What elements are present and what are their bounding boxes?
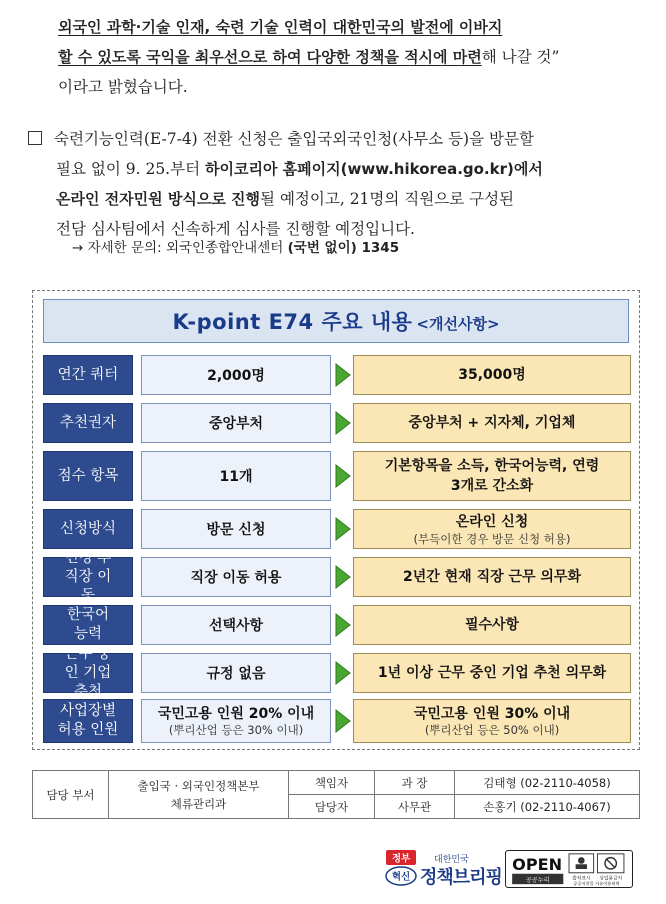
after-value: 35,000명 <box>353 355 631 395</box>
comparison-row <box>43 355 631 395</box>
after-value: 필수사항 <box>353 605 631 645</box>
app-line-2a: 필요 없이 9. 25.부터 <box>56 160 205 178</box>
comparison-row <box>43 549 631 604</box>
after-value: 중앙부처 + 지자체, 기업체 <box>353 403 631 443</box>
department-table <box>32 770 640 819</box>
before-value: 국민고용 인원 20% 이내 (뿌리산업 등은 30% 이내) <box>141 699 331 743</box>
arrow-right-icon <box>335 661 351 685</box>
svg-text:OPEN: OPEN <box>512 854 563 874</box>
svg-text:혁신: 혁신 <box>391 871 411 883</box>
quote-line-1: 외국인 과학·기술 인재, 숙련 기술 인력이 대한민국의 발전에 이바지 <box>58 18 503 36</box>
quote-paragraph <box>58 12 648 102</box>
title-cell: 과 장 <box>375 771 455 795</box>
quote-line-3: 이라고 밝혔습니다. <box>58 78 188 96</box>
after-value: 기본항목을 소득, 한국어능력, 연령 3개로 간소화 <box>353 451 631 501</box>
checkbox-bullet-icon <box>28 131 42 145</box>
title-cell: 사무관 <box>375 795 455 819</box>
arrow-right-icon <box>335 709 351 733</box>
after-value: 온라인 신청 (부득이한 경우 방문 신청 허용) <box>353 509 631 549</box>
arrow-right-icon <box>335 411 351 435</box>
before-value: 방문 신청 <box>141 509 331 549</box>
row-label: 사업장별 허용 인원 <box>43 699 133 743</box>
government-innovation-logo <box>384 849 418 887</box>
app-line-3r: 될 예정이고, 21명의 직원으로 구성된 <box>260 190 515 208</box>
arrow-right-icon <box>335 517 351 541</box>
panel-title-main: K-point E74 주요 내용 <box>172 310 413 334</box>
app-line-3b: 온라인 전자민원 방식으로 진행 <box>56 190 261 208</box>
arrow-right-icon <box>335 613 351 637</box>
before-value: 선택사항 <box>141 605 331 645</box>
comparison-row <box>43 605 631 645</box>
before-value: 2,000명 <box>141 355 331 395</box>
role-cell: 책임자 <box>289 771 375 795</box>
arrow-right-icon <box>335 565 351 589</box>
arrow-right-icon <box>335 464 351 488</box>
arrow-right-icon <box>335 363 351 387</box>
application-paragraph <box>28 124 644 244</box>
contact-cell: 손홍기 (02-2110-4067) <box>455 795 640 819</box>
contact-info <box>72 236 399 256</box>
after-note: (뿌리산업 등은 50% 이내) <box>424 722 560 737</box>
svg-text:공공누리: 공공누리 <box>525 876 550 884</box>
open-license-logo <box>505 850 633 888</box>
before-value: 직장 이동 허용 <box>141 557 331 597</box>
row-label: 추천권자 <box>43 403 133 443</box>
comparison-row <box>43 451 631 501</box>
comparison-row <box>43 645 631 700</box>
comparison-row <box>43 403 631 443</box>
contact-number: (국번 없이) 1345 <box>287 240 400 256</box>
app-line-2b: 하이코리아 홈페이지(www.hikorea.go.kr)에서 <box>205 160 543 178</box>
row-label: 근무 중인 기업 추천 <box>43 653 133 693</box>
comparison-row <box>43 509 631 549</box>
comparison-row <box>43 699 631 743</box>
role-cell: 담당자 <box>289 795 375 819</box>
contact-cell: 김태형 (02-2110-4058) <box>455 771 640 795</box>
row-label: 점수 항목 <box>43 451 133 501</box>
app-line-4: 전담 심사팀에서 신속하게 심사를 진행할 예정입니다. <box>56 220 415 238</box>
policy-briefing-logo: 대한민국 정책브리핑 <box>420 855 502 888</box>
after-note: (부득이한 경우 방문 신청 허용) <box>413 531 571 546</box>
dept-header: 담당 부서 <box>33 771 109 819</box>
row-label: 변경 후 직장 이동 <box>43 557 133 597</box>
after-value: 1년 이상 근무 중인 기업 추천 의무화 <box>353 653 631 693</box>
after-value: 국민고용 인원 30% 이내 (뿌리산업 등은 50% 이내) <box>353 699 631 743</box>
row-label: 한국어 능력 <box>43 605 133 645</box>
panel-title <box>43 299 629 343</box>
svg-text:상업용금지: 상업용금지 <box>599 876 623 882</box>
before-value: 규정 없음 <box>141 653 331 693</box>
before-value: 중앙부처 <box>141 403 331 443</box>
before-value: 11개 <box>141 451 331 501</box>
app-line-1: 숙련기능인력(E-7-4) 전환 신청은 출입국외국인청(사무소 등)을 방문할 <box>54 130 534 148</box>
row-label: 연간 쿼터 <box>43 355 133 395</box>
improvements-panel <box>32 290 640 750</box>
svg-text:정부: 정부 <box>391 853 411 865</box>
after-value: 2년간 현재 직장 근무 의무화 <box>353 557 631 597</box>
before-note: (뿌리산업 등은 30% 이내) <box>168 722 304 737</box>
dept-name: 출입국 · 외국인정책본부 체류관리과 <box>109 771 289 819</box>
panel-title-sub: <개선사항> <box>416 314 500 333</box>
quote-line-2-bold: 할 수 있도록 국익을 최우선으로 하여 다양한 정책을 적시에 마련 <box>58 48 482 66</box>
svg-text:공공저작물 자유이용허락: 공공저작물 자유이용허락 <box>573 882 620 888</box>
row-label: 신청방식 <box>43 509 133 549</box>
quote-line-2-rest: 해 나갈 것” <box>481 48 560 66</box>
svg-text:출처표시: 출처표시 <box>572 876 591 882</box>
contact-text: → 자세한 문의: 외국인종합안내센터 <box>72 240 288 256</box>
